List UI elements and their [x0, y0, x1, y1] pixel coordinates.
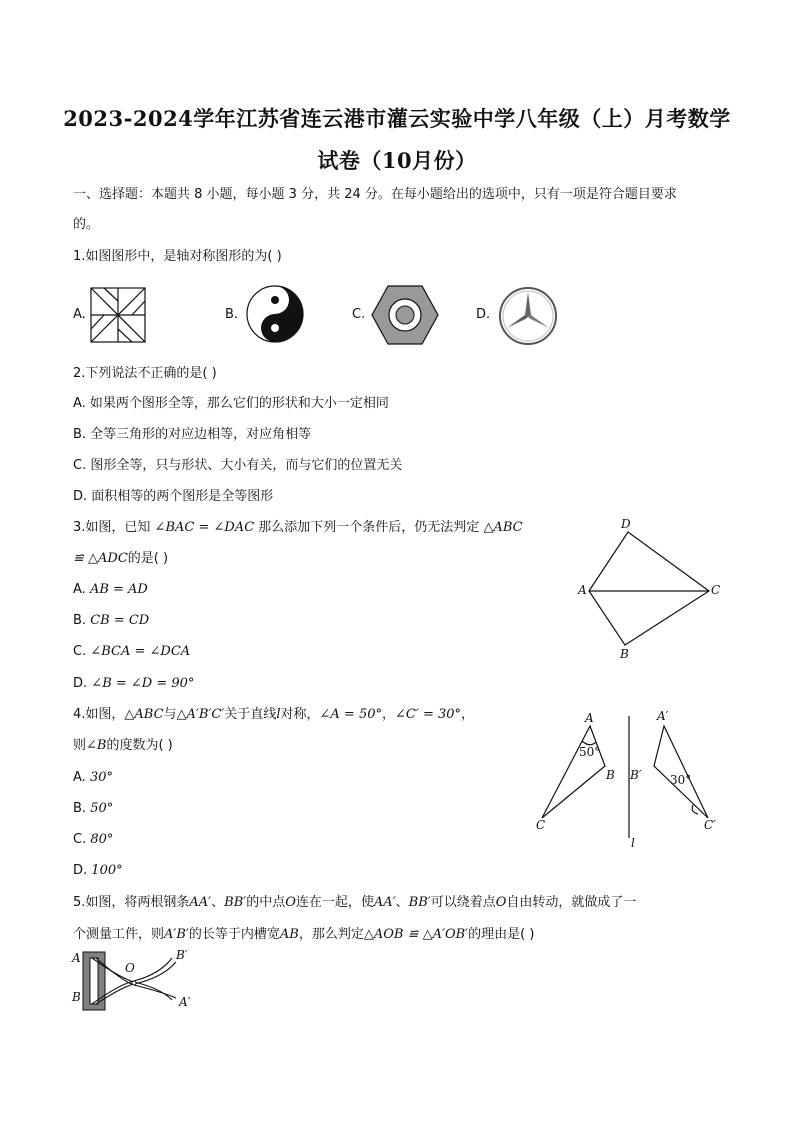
q5-stem [73, 894, 636, 912]
q5-label-a: A [72, 951, 81, 965]
q1-option-a-label: A. [73, 307, 86, 322]
q4-label-a: A [585, 711, 594, 725]
q5-stem-end: 自由转动，就做成了一 [506, 895, 637, 910]
q2-option-b: B. 全等三角形的对应边相等，对应角相等 [73, 427, 312, 442]
q4-stem [73, 706, 474, 724]
q5-stem-o: O [285, 895, 296, 910]
q4-option-b [73, 800, 113, 818]
q4-stem-mid2: 关于直线 [224, 707, 277, 722]
q5-stem-mid: 的中点 [246, 895, 286, 910]
q3-option-a-math: AB = AD [89, 582, 148, 597]
q2-option-a: A. 如果两个图形全等，那么它们的形状和大小一定相同 [73, 396, 389, 411]
q3-label-d: D [621, 517, 631, 531]
q5-stem-line2-pre: 个测量工件，则 [73, 927, 165, 942]
q3-option-b-math: CB = CD [90, 613, 150, 628]
hex-nut-figure [372, 285, 438, 345]
q3-stem-pre: 3.如图，已知 [73, 520, 151, 535]
q3-label-b: B [620, 647, 629, 661]
q2-stem: 2.下列说法不正确的是( ) [73, 366, 217, 381]
q4-option-d-label: D. [73, 863, 88, 878]
q4-angle-30: 30° [670, 773, 692, 787]
q1-option-c-label: C. [352, 307, 366, 322]
q5-stem-ab: AB [279, 927, 299, 942]
q3-stem-line2 [73, 550, 168, 568]
q3-option-b-label: B. [73, 613, 87, 628]
q5-label-b: B [72, 990, 81, 1004]
q4-stem-angle-a: ∠A = 50° [319, 707, 382, 722]
page-title-line2: 试卷（10月份） [317, 148, 477, 173]
q4-stem-mid: 与 [163, 707, 177, 722]
q5-stem-line2-mid: 的长等于内槽宽 [188, 927, 280, 942]
q4-stem-pre: 4.如图， [73, 707, 125, 722]
q3-stem [73, 519, 523, 537]
yin-yang-figure [246, 285, 304, 343]
q1-option-d-label: D. [476, 307, 491, 322]
q4-label-l: l [631, 836, 635, 850]
q3-label-c: C [711, 583, 721, 597]
q4-stem-end: ， [461, 707, 475, 722]
q3-stem-mid: 那么添加下列一个条件后，仍无法判定 [258, 520, 480, 535]
page-title: 2023-2024学年江苏省连云港市灌云实验中学八年级（上）月考数学 [63, 106, 731, 131]
q4-stem-tri2: △A′B′C′ [176, 707, 225, 722]
q5-stem-mid3: 可以绕着点 [430, 895, 496, 910]
q5-stem-sep2: 、 [395, 895, 409, 910]
q4-stem-line2 [73, 737, 173, 755]
q5-label-o: O [125, 961, 135, 975]
q3-option-c-label: C. [73, 644, 87, 659]
q4-stem-mid3: 对称， [280, 707, 320, 722]
q3-stem-tri: △ABC [483, 520, 523, 535]
q3-label-a: A [578, 583, 587, 597]
q3-stem-congruence: ≌ △ADC [73, 551, 128, 566]
q5-stem-o2: O [495, 895, 507, 910]
q3-stem-angle-eq: ∠BAC = ∠DAC [154, 520, 255, 535]
q4-option-d-math: 100° [91, 863, 123, 878]
section-heading-cont: 的。 [73, 217, 100, 232]
q2-option-d: D. 面积相等的两个图形是全等图形 [73, 489, 274, 504]
q3-quadrilateral-figure [575, 515, 725, 665]
q3-stem-post: 的是( ) [127, 551, 169, 566]
q3-option-d-math: ∠B = ∠D = 90° [91, 676, 195, 691]
q3-option-c-math: ∠BCA = ∠DCA [90, 644, 191, 659]
q4-stem-line2-post: 的度数为( ) [106, 738, 173, 753]
q1-stem: 1.如图图形中，是轴对称图形的为( ) [73, 249, 282, 264]
q4-stem-angle-c: ∠C′ = 30° [395, 707, 462, 722]
q5-stem-line2 [73, 926, 534, 944]
q4-option-a-math: 30° [89, 770, 113, 785]
q5-stem-sep: 、 [211, 895, 225, 910]
q5-label-b-prime: B′ [176, 948, 188, 962]
q4-option-b-label: B. [73, 801, 87, 816]
q1-option-b-label: B. [225, 307, 239, 322]
q4-option-a [73, 769, 113, 787]
q4-option-c-math: 80° [90, 832, 114, 847]
q4-stem-angle-b: ∠B [86, 738, 107, 753]
q5-label-a-prime: A′ [179, 995, 191, 1009]
q5-stem-aa: AA′ [189, 895, 212, 910]
q4-stem-comma: ， [382, 707, 396, 722]
q4-label-b-prime: B′ [630, 768, 642, 782]
q5-stem-line2-mid2: ，那么判定 [298, 927, 364, 942]
q3-option-b [73, 612, 149, 630]
q4-stem-line-l: l [276, 707, 281, 722]
q4-option-b-math: 50° [90, 801, 114, 816]
pinwheel-figure [90, 287, 146, 343]
q3-option-a [73, 581, 148, 599]
q4-option-c [73, 831, 113, 849]
q4-stem-tri1: △ABC [124, 707, 164, 722]
q4-symmetric-triangles-figure [530, 708, 730, 858]
q4-label-c-prime: C′ [704, 818, 716, 832]
q5-stem-bb: BB′ [224, 895, 247, 910]
q5-stem-aa2: AA′ [373, 895, 396, 910]
section-heading: 一、选择题：本题共 8 小题，每小题 3 分，共 24 分。在每小题给出的选项中，只有一项是符合题目要求 [73, 187, 677, 202]
q4-label-a-prime: A′ [657, 709, 669, 723]
q4-option-c-label: C. [73, 832, 87, 847]
q5-stem-line2-post: 的理由是( ) [468, 927, 535, 942]
q3-option-d-label: D. [73, 676, 88, 691]
q4-label-c: C [536, 818, 546, 832]
q5-stem-ab-prime: A′B′ [164, 927, 189, 942]
q5-stem-bb2: BB′ [408, 895, 431, 910]
three-point-star-logo-figure [498, 286, 558, 346]
q2-option-c: C. 图形全等，只与形状、大小有关，而与它们的位置无关 [73, 458, 403, 473]
q5-stem-pre: 5.如图，将两根钢条 [73, 895, 190, 910]
q3-option-c [73, 643, 190, 661]
q4-option-a-label: A. [73, 770, 86, 785]
q3-option-d [73, 675, 194, 693]
q4-label-b: B [606, 768, 615, 782]
q4-angle-50: 50° [579, 745, 601, 759]
q5-stem-mid2: 连在一起，使 [295, 895, 374, 910]
q5-stem-congruence: △AOB ≌ △A′OB′ [363, 927, 469, 942]
q4-option-d [73, 862, 123, 880]
q4-stem-line2-pre: 则 [73, 738, 87, 753]
q3-option-a-label: A. [73, 582, 86, 597]
